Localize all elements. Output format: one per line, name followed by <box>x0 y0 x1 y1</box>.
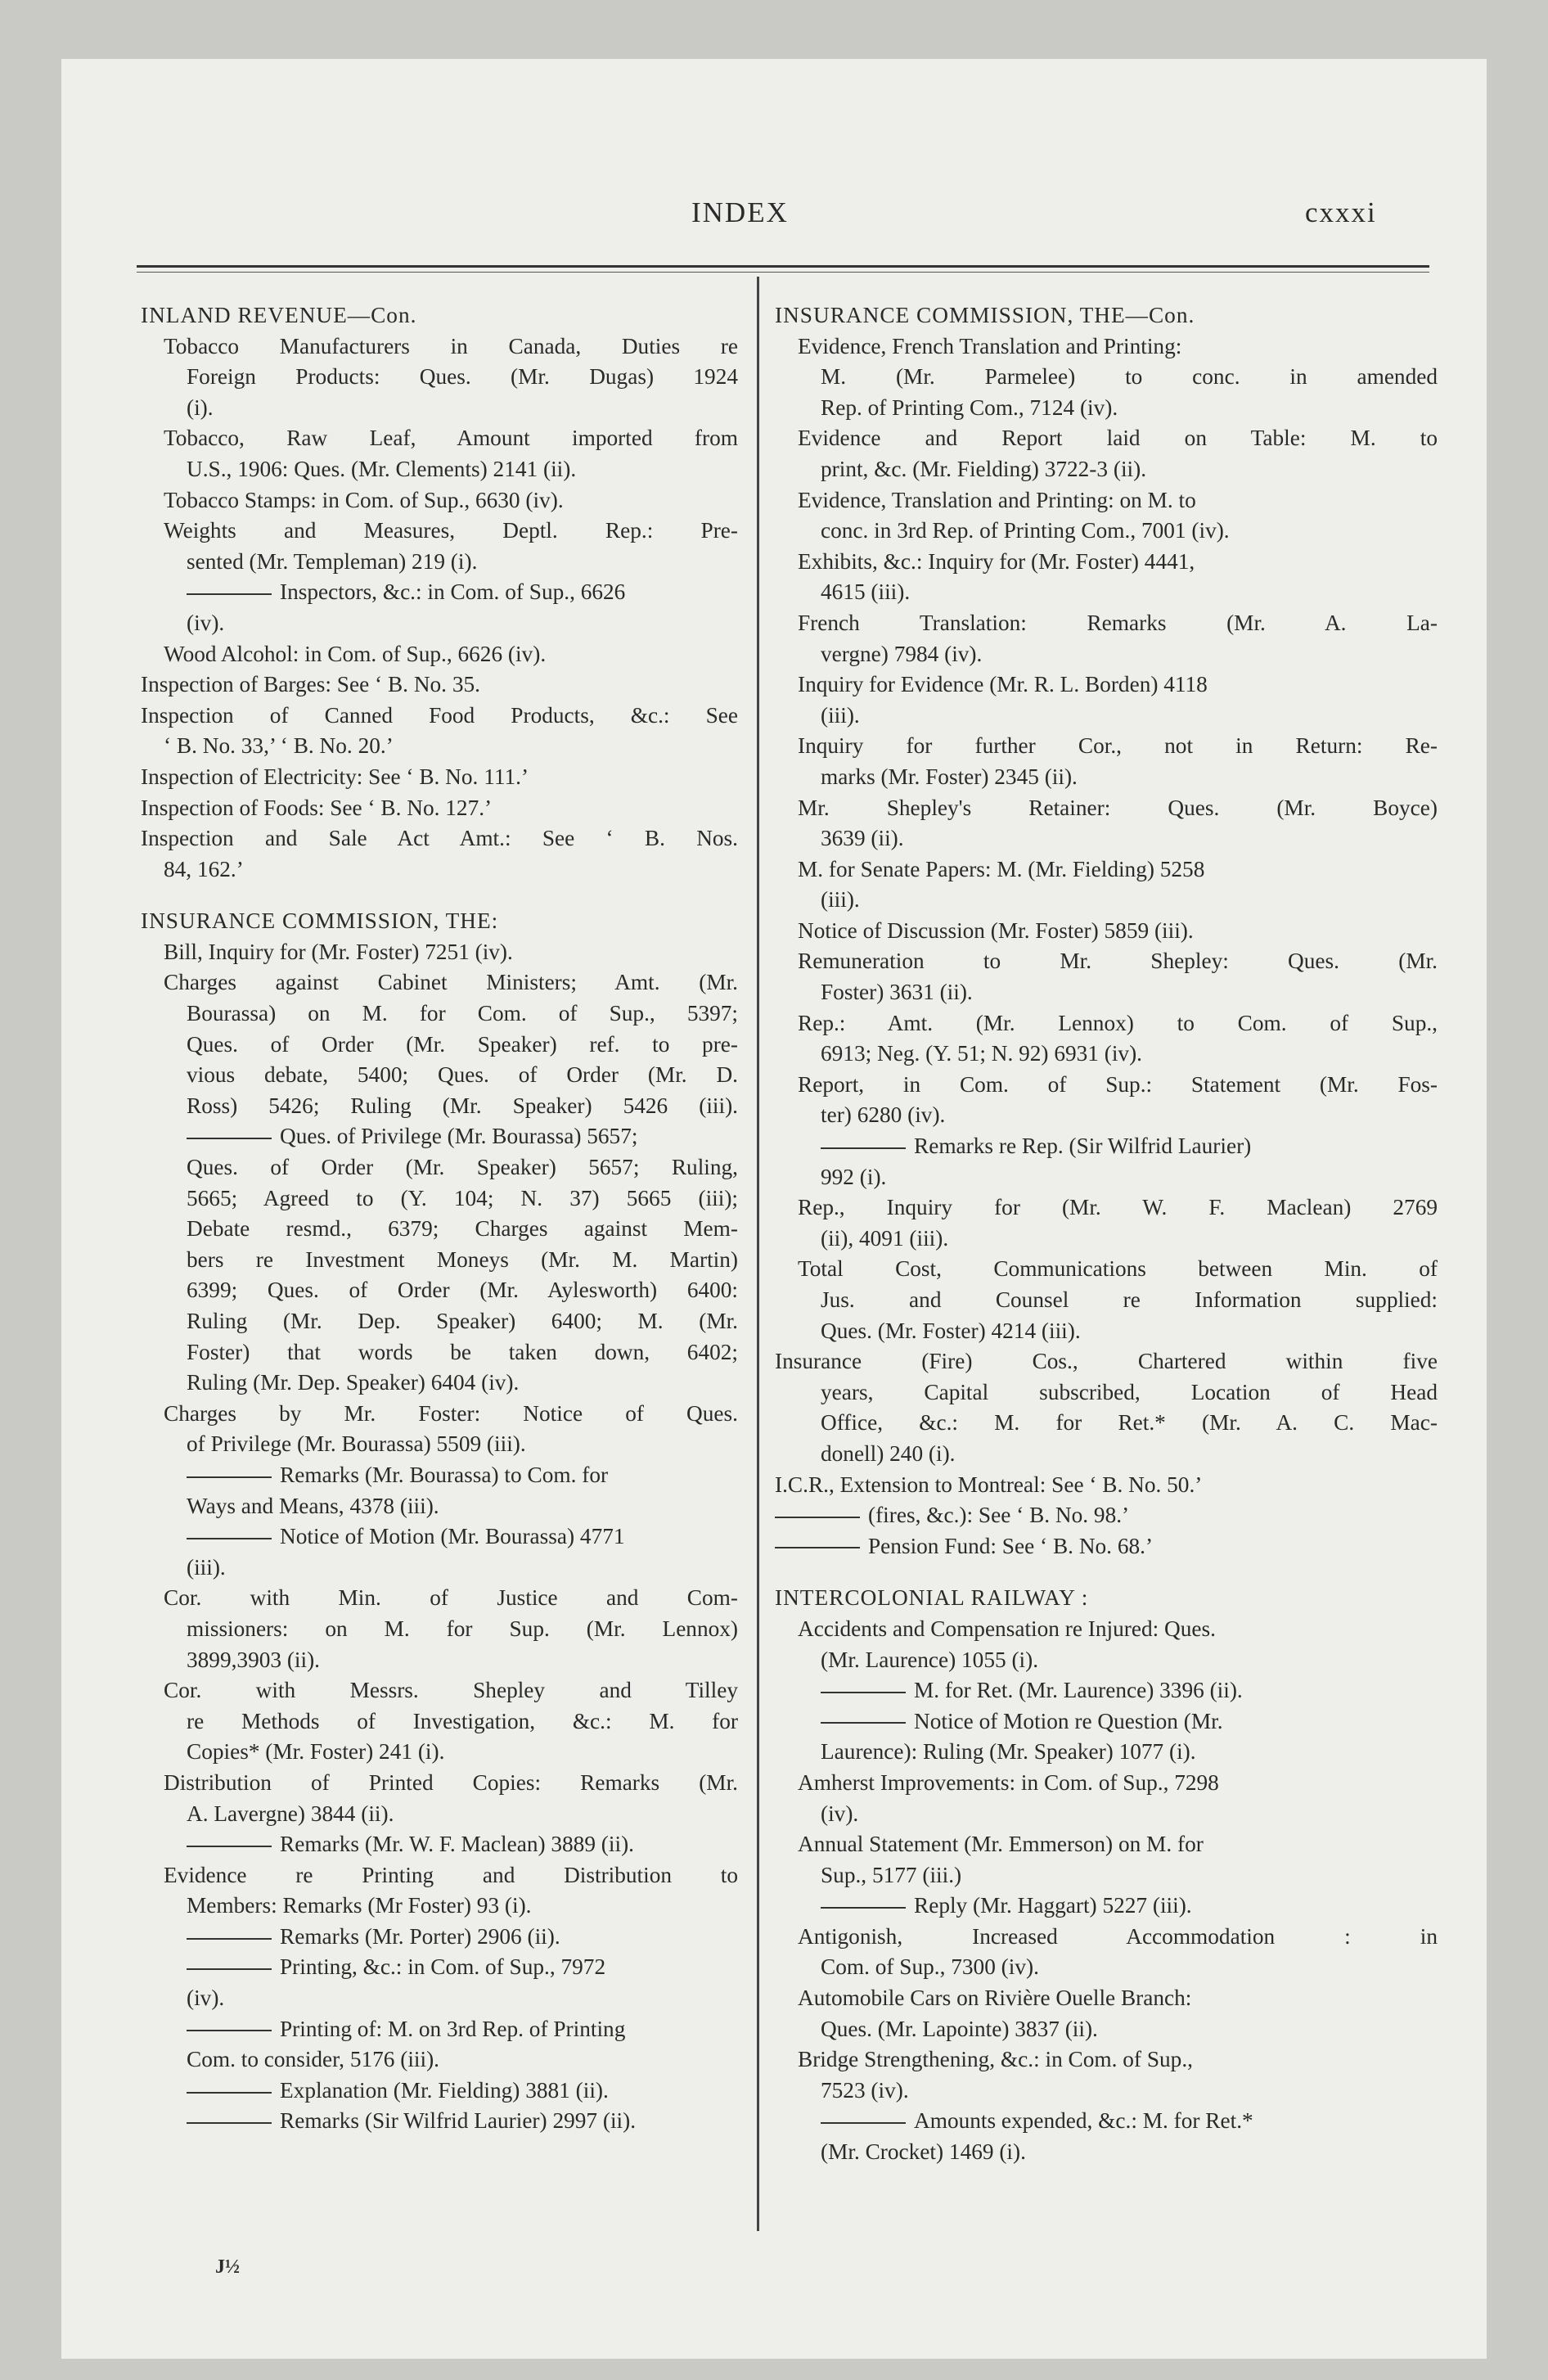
index-line: French Translation: Remarks (Mr. A. La- <box>798 610 1438 635</box>
index-line: Copies* (Mr. Foster) 241 (i). <box>187 1739 445 1765</box>
right-column <box>775 300 1438 2168</box>
left-column <box>141 300 738 2137</box>
index-line: Foreign Products: Ques. (Mr. Dugas) 1924 <box>187 364 738 390</box>
index-line: (iv). <box>821 1801 859 1826</box>
index-line: Evidence, Translation and Printing: on M. to <box>798 487 1196 512</box>
index-line: (ii), 4091 (iii). <box>821 1225 949 1251</box>
ditto-dash <box>821 1147 906 1149</box>
index-line: (iv). <box>187 610 225 635</box>
index-line: sented (Mr. Templeman) 219 (i). <box>187 548 478 574</box>
index-line: (Mr. Laurence) 1055 (i). <box>821 1647 1039 1672</box>
index-line: Foster) 3631 (ii). <box>821 980 973 1005</box>
index-line: (i). <box>187 394 214 420</box>
index-line: Sup., 5177 (iii.) <box>821 1862 962 1887</box>
ditto-dash <box>187 1938 272 1940</box>
ditto-dash <box>187 1476 272 1478</box>
index-line: Tobacco Stamps: in Com. of Sup., 6630 (iv). <box>164 487 564 512</box>
index-line: ‘ B. No. 33,’ ‘ B. No. 20.’ <box>164 733 394 759</box>
section-heading: INSURANCE COMMISSION, THE: <box>141 908 499 934</box>
page-number: cxxxi <box>1305 196 1377 228</box>
index-line: 84, 162.’ <box>164 856 244 881</box>
index-line: print, &c. (Mr. Fielding) 3722-3 (ii). <box>821 456 1147 481</box>
index-line: Wood Alcohol: in Com. of Sup., 6626 (iv). <box>164 641 547 666</box>
index-line: Notice of Motion re Question (Mr. <box>775 1706 1438 1738</box>
index-line: Automobile Cars on Rivière Ouelle Branch: <box>798 1986 1192 2011</box>
index-line: Cor. with Messrs. Shepley and Tilley <box>164 1678 738 1703</box>
index-line: Insurance (Fire) Cos., Chartered within five <box>775 1349 1438 1374</box>
index-line: Amounts expended, &c.: M. for Ret.* <box>775 2106 1438 2137</box>
index-line: vious debate, 5400; Ques. of Order (Mr. D. <box>187 1062 738 1088</box>
index-line: missioners: on M. for Sup. (Mr. Lennox) <box>187 1616 738 1641</box>
index-page <box>61 59 1487 2359</box>
index-line: Inquiry for Evidence (Mr. R. L. Borden) 4118 <box>798 672 1208 697</box>
index-line: Rep. of Printing Com., 7124 (iv). <box>821 394 1118 420</box>
ditto-dash <box>775 1517 860 1518</box>
index-line: Amherst Improvements: in Com. of Sup., 7298 <box>798 1769 1219 1795</box>
index-line: bers re Investment Moneys (Mr. M. Martin) <box>187 1246 738 1272</box>
index-line: Office, &c.: M. for Ret.* (Mr. A. C. Mac- <box>821 1410 1438 1436</box>
index-line: (iii). <box>821 887 860 913</box>
index-line: Foster) that words be taken down, 6402; <box>187 1339 738 1364</box>
index-line: Mr. Shepley's Retainer: Ques. (Mr. Boyce) <box>798 795 1438 820</box>
index-line: 992 (i). <box>821 1164 887 1189</box>
index-line: Remarks (Sir Wilfrid Laurier) 2997 (ii). <box>141 2106 738 2137</box>
index-line: Printing, &c.: in Com. of Sup., 7972 <box>141 1952 738 1983</box>
section-heading: INSURANCE COMMISSION, THE—Con. <box>775 303 1195 327</box>
ditto-dash <box>187 2030 272 2031</box>
section-heading: INTERCOLONIAL RAILWAY : <box>775 1585 1089 1611</box>
column-divider <box>757 277 759 2231</box>
index-line: Ques. of Order (Mr. Speaker) ref. to pre- <box>187 1031 738 1057</box>
index-line: A. Lavergne) 3844 (ii). <box>187 1801 394 1826</box>
index-line: Com. to consider, 5176 (iii). <box>187 2047 439 2072</box>
index-line: 7523 (iv). <box>821 2077 909 2103</box>
index-line: (Mr. Crocket) 1469 (i). <box>821 2139 1026 2165</box>
index-line: Remarks (Mr. W. F. Maclean) 3889 (ii). <box>141 1829 738 1860</box>
ditto-dash <box>187 1846 272 1847</box>
index-line: (iv). <box>187 1986 225 2011</box>
section-heading: INLAND REVENUE—Con. <box>141 303 417 327</box>
index-line: conc. in 3rd Rep. of Printing Com., 7001 (iv). <box>821 518 1230 543</box>
index-line: I.C.R., Extension to Montreal: See ‘ B. No. 50.’ <box>775 1472 1203 1497</box>
index-line: Remarks (Mr. Porter) 2906 (ii). <box>141 1922 738 1953</box>
index-line: Report, in Com. of Sup.: Statement (Mr. Fos- <box>798 1071 1438 1097</box>
index-line: Notice of Discussion (Mr. Foster) 5859 (iii). <box>798 917 1194 943</box>
index-line: Rep.: Amt. (Mr. Lennox) to Com. of Sup., <box>798 1010 1438 1035</box>
index-line: 5665; Agreed to (Y. 104; N. 37) 5665 (iii); <box>187 1185 738 1210</box>
index-line: Weights and Measures, Deptl. Rep.: Pre- <box>164 518 738 543</box>
index-line: Jus. and Counsel re Information supplied: <box>821 1287 1438 1312</box>
index-line: Ruling (Mr. Dep. Speaker) 6400; M. (Mr. <box>187 1309 738 1333</box>
ditto-dash <box>187 1138 272 1139</box>
page-title: INDEX <box>691 196 789 228</box>
index-line: Antigonish, Increased Accommodation : in <box>798 1923 1438 1949</box>
ditto-dash <box>821 1722 906 1724</box>
index-line: Ways and Means, 4378 (iii). <box>187 1493 439 1518</box>
index-line: M. (Mr. Parmelee) to conc. in amended <box>821 364 1438 390</box>
index-line: Bill, Inquiry for (Mr. Foster) 7251 (iv). <box>164 939 513 964</box>
ditto-dash <box>821 1692 906 1693</box>
index-line: Com. of Sup., 7300 (iv). <box>821 1954 1039 1980</box>
index-line: 6913; Neg. (Y. 51; N. 92) 6931 (iv). <box>821 1041 1142 1066</box>
index-line: vergne) 7984 (iv). <box>821 641 983 666</box>
index-line: years, Capital subscribed, Location of Head <box>821 1379 1438 1404</box>
ditto-dash <box>187 2092 272 2094</box>
index-line: Tobacco, Raw Leaf, Amount imported from <box>164 426 738 451</box>
index-line: Pension Fund: See ‘ B. No. 68.’ <box>775 1531 1438 1562</box>
index-line: re Methods of Investigation, &c.: M. for <box>187 1708 738 1733</box>
index-line: 3899,3903 (ii). <box>187 1647 321 1672</box>
index-line: Inspection of Canned Food Products, &c.: See <box>141 702 738 728</box>
index-line: Explanation (Mr. Fielding) 3881 (ii). <box>141 2076 738 2107</box>
index-line: 4615 (iii). <box>821 579 911 605</box>
index-line: Cor. with Min. of Justice and Com- <box>164 1585 738 1611</box>
index-line: Charges against Cabinet Ministers; Amt. (Mr. <box>164 970 738 995</box>
ditto-dash <box>821 2122 906 2124</box>
index-line: (iii). <box>821 702 860 728</box>
index-line: 3639 (ii). <box>821 826 904 851</box>
index-line: Annual Statement (Mr. Emmerson) on M. for <box>798 1832 1204 1857</box>
index-line: Members: Remarks (Mr Foster) 93 (i). <box>187 1893 532 1918</box>
index-line: Evidence and Report laid on Table: M. to <box>798 426 1438 451</box>
index-line: Total Cost, Communications between Min. of <box>798 1256 1438 1282</box>
index-line: Inspection of Electricity: See ‘ B. No. 111.’ <box>141 764 529 789</box>
index-line: (fires, &c.): See ‘ B. No. 98.’ <box>775 1500 1438 1531</box>
index-line: donell) 240 (i). <box>821 1440 956 1466</box>
index-line: Printing of: M. on 3rd Rep. of Printing <box>141 2014 738 2045</box>
index-line: Remarks re Rep. (Sir Wilfrid Laurier) <box>775 1131 1438 1162</box>
index-line: Bourassa) on M. for Com. of Sup., 5397; <box>187 1001 738 1026</box>
index-line: Ruling (Mr. Dep. Speaker) 6404 (iv). <box>187 1370 520 1395</box>
index-line: Evidence re Printing and Distribution to <box>164 1862 738 1887</box>
index-line: Debate resmd., 6379; Charges against Mem- <box>187 1216 738 1242</box>
index-line: Ques. of Privilege (Mr. Bourassa) 5657; <box>141 1121 738 1152</box>
index-line: marks (Mr. Foster) 2345 (ii). <box>821 764 1078 789</box>
index-line: Inspection and Sale Act Amt.: See ‘ B. Nos. <box>141 826 738 851</box>
index-line: Ques. (Mr. Lapointe) 3837 (ii). <box>821 2016 1098 2041</box>
index-line: Distribution of Printed Copies: Remarks (Mr. <box>164 1769 738 1795</box>
index-line: Exhibits, &c.: Inquiry for (Mr. Foster) 4441, <box>798 548 1195 574</box>
index-line: Bridge Strengthening, &c.: in Com. of Sup., <box>798 2047 1193 2072</box>
index-line: Tobacco Manufacturers in Canada, Duties re <box>164 333 738 358</box>
ditto-dash <box>775 1547 860 1548</box>
ditto-dash <box>187 593 272 595</box>
index-line: Ross) 5426; Ruling (Mr. Speaker) 5426 (iii). <box>187 1093 738 1118</box>
index-line: M. for Senate Papers: M. (Mr. Fielding) 5258 <box>798 856 1205 881</box>
index-line: Inspection of Barges: See ‘ B. No. 35. <box>141 672 480 697</box>
index-line: 6399; Ques. of Order (Mr. Aylesworth) 6400: <box>187 1278 738 1303</box>
ditto-dash <box>187 2122 272 2124</box>
index-line: Evidence, French Translation and Printing: <box>798 333 1182 358</box>
header-rule <box>137 265 1429 268</box>
index-line: Ques. of Order (Mr. Speaker) 5657; Ruling, <box>187 1155 738 1180</box>
index-line: Inspection of Foods: See ‘ B. No. 127.’ <box>141 795 493 820</box>
index-line: Inspectors, &c.: in Com. of Sup., 6626 <box>141 577 738 608</box>
signature-mark: J½ <box>215 2256 240 2278</box>
index-line: Accidents and Compensation re Injured: Ques. <box>798 1616 1216 1641</box>
index-line: Laurence): Ruling (Mr. Speaker) 1077 (i). <box>821 1739 1196 1765</box>
index-line: Remarks (Mr. Bourassa) to Com. for <box>141 1460 738 1491</box>
index-line: Notice of Motion (Mr. Bourassa) 4771 <box>141 1521 738 1553</box>
index-line: Remuneration to Mr. Shepley: Ques. (Mr. <box>798 949 1438 974</box>
index-line: U.S., 1906: Ques. (Mr. Clements) 2141 (ii). <box>187 456 577 481</box>
index-line: of Privilege (Mr. Bourassa) 5509 (iii). <box>187 1431 526 1457</box>
index-line: M. for Ret. (Mr. Laurence) 3396 (ii). <box>775 1675 1438 1706</box>
ditto-dash <box>187 1968 272 1970</box>
index-line: ter) 6280 (iv). <box>821 1102 946 1128</box>
index-line: Inquiry for further Cor., not in Return: Re- <box>798 733 1438 759</box>
header-rule-thin <box>137 272 1429 273</box>
index-line: Ques. (Mr. Foster) 4214 (iii). <box>821 1318 1081 1343</box>
ditto-dash <box>187 1538 272 1539</box>
index-line: Charges by Mr. Foster: Notice of Ques. <box>164 1400 738 1426</box>
index-line: (iii). <box>187 1554 226 1580</box>
index-line: Reply (Mr. Haggart) 5227 (iii). <box>775 1891 1438 1922</box>
index-line: Rep., Inquiry for (Mr. W. F. Maclean) 2769 <box>798 1195 1438 1220</box>
ditto-dash <box>821 1907 906 1909</box>
